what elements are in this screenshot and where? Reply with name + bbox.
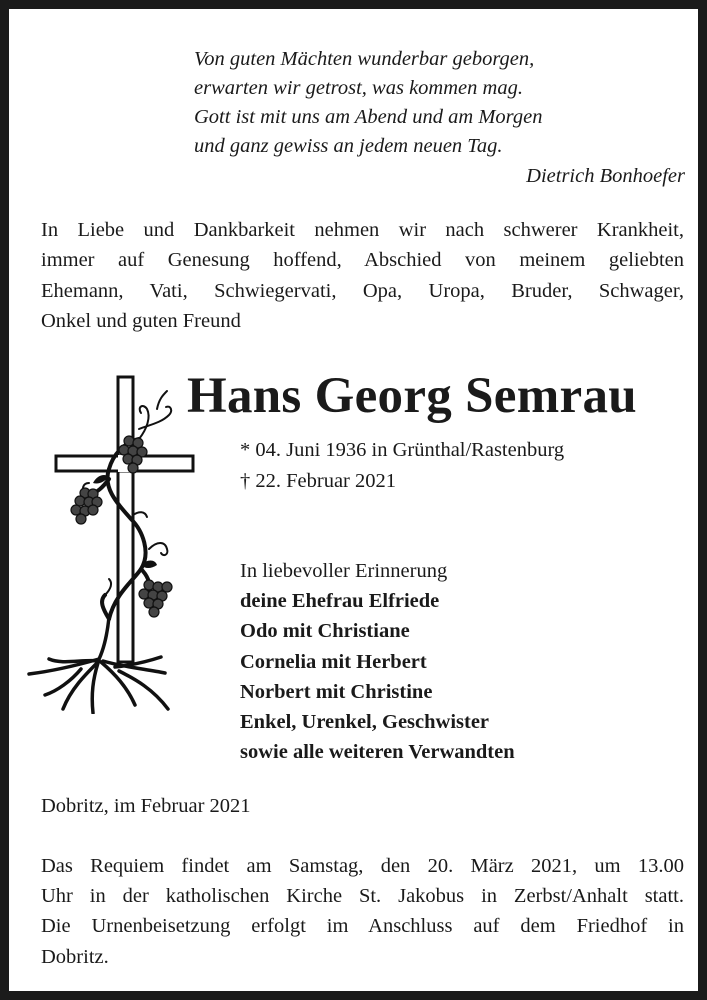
intro-line: immer auf Genesung hoffend, Abschied von meinem geliebten — [41, 249, 684, 272]
requiem-line: Die Urnenbeisetzung erfolgt im Anschluss auf dem Friedhof in — [41, 915, 684, 938]
quote-line: Gott ist mit uns am Abend und am Morgen — [194, 106, 543, 128]
mourners-list — [240, 556, 515, 767]
cross-with-vine-icon — [23, 369, 198, 719]
intro-line: Onkel und guten Freund — [41, 309, 241, 332]
deceased-name: Hans Georg Semrau — [187, 368, 637, 424]
death-date: † 22. Februar 2021 — [240, 470, 397, 492]
requiem-line: Das Requiem findet am Samstag, den 20. März 2021, um 13.00 — [41, 855, 684, 877]
requiem-line: Uhr in der katholischen Kirche St. Jakobus in Zerbst/Anhalt statt. — [41, 885, 684, 908]
place-date: Dobritz, im Februar 2021 — [41, 795, 251, 817]
requiem-line: Dobritz. — [41, 945, 109, 968]
quote — [194, 45, 694, 161]
quote-line: und ganz gewiss an jedem neuen Tag. — [194, 135, 503, 157]
mourner-name: deine Ehefrau Elfriede — [240, 590, 440, 613]
quote-author: Dietrich Bonhoefer — [526, 165, 685, 187]
intro-line: In Liebe und Dankbarkeit nehmen wir nach schwerer Krankheit, — [41, 219, 684, 241]
intro-line: Ehemann, Vati, Schwiegervati, Opa, Uropa, Bruder, Schwager, — [41, 279, 684, 302]
mourners-intro: In liebevoller Erinnerung — [240, 560, 448, 582]
quote-line: erwarten wir getrost, was kommen mag. — [194, 77, 523, 99]
mourner-name: Cornelia mit Herbert — [240, 650, 427, 673]
requiem-text — [41, 851, 684, 972]
life-dates — [240, 435, 564, 497]
mourner-name: sowie alle weiteren Verwandten — [240, 741, 515, 764]
quote-line: Von guten Mächten wunderbar geborgen, — [194, 48, 535, 70]
mourner-name: Enkel, Urenkel, Geschwister — [240, 711, 490, 734]
intro-text — [41, 215, 684, 336]
mourner-name: Odo mit Christiane — [240, 620, 410, 643]
birth-date: * 04. Juni 1936 in Grünthal/Rastenburg — [240, 439, 565, 461]
mourner-name: Norbert mit Christine — [240, 680, 433, 703]
